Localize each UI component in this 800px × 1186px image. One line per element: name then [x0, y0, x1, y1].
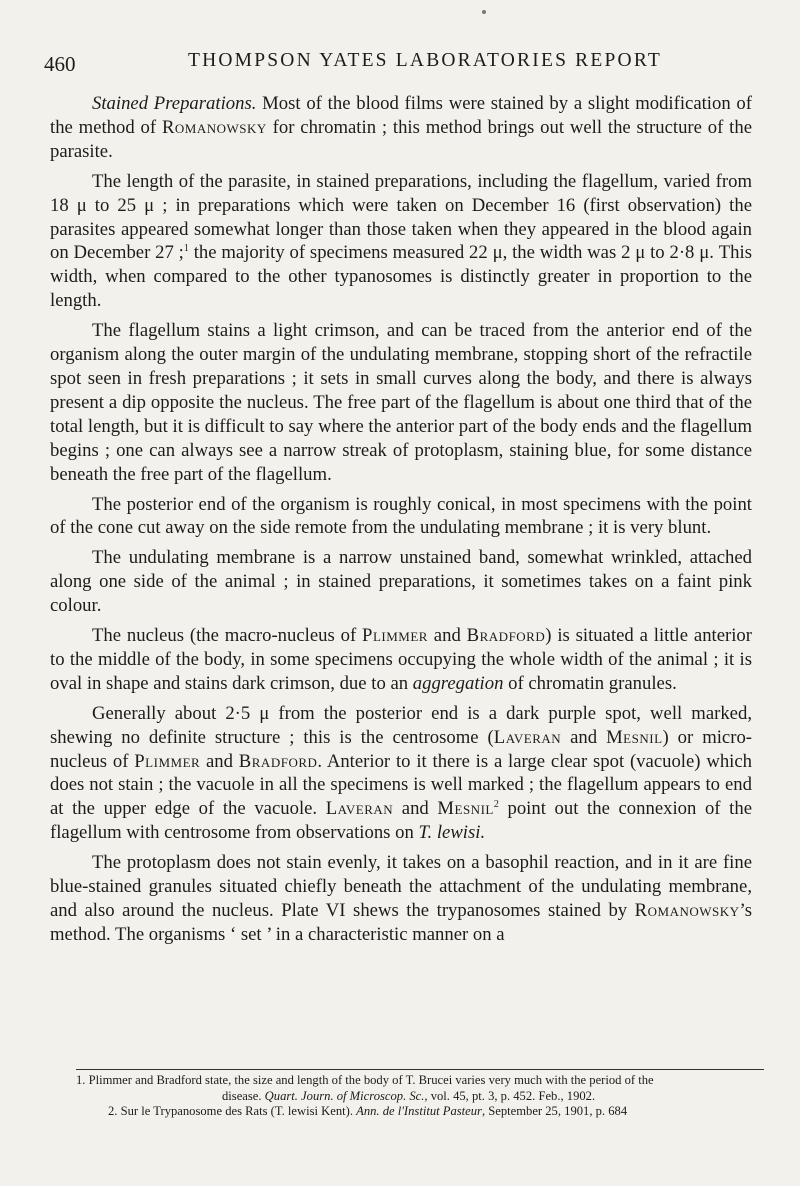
author-name: Laveran — [325, 798, 394, 820]
footnote-1-journal: Quart. Journ. of Microscop. Sc. — [264, 1088, 425, 1103]
author-name: Laveran — [493, 726, 562, 748]
footnote-2-text: 2. Sur le Trypanosome des Rats (T. lewisi Kent). — [108, 1104, 357, 1119]
text-run: aggregation — [412, 672, 504, 694]
author-name: Romanowsky — [161, 116, 267, 138]
text-run: The undulating membrane is a narrow unstained band, somewhat wrinkled, attached along one side of the animal ; in stained preparations, it sometimes takes on a faint pink colour. — [50, 547, 752, 617]
footnote-ref: 2 — [493, 799, 499, 811]
author-name: Plimmer — [362, 625, 428, 647]
text-run: and — [200, 750, 239, 772]
paragraph-7 — [50, 702, 752, 845]
text-run: and — [427, 625, 467, 647]
paragraph-1 — [50, 92, 752, 164]
author-name: Mesnil — [437, 798, 494, 820]
text-run: and — [393, 798, 438, 820]
footnote-rule — [76, 1069, 764, 1070]
author-name: Mesnil — [606, 726, 663, 748]
text-run: . Anterior to it there is a large clear spot (vacuole) which does not stain ; the vacuole in all the specimens is well marked ; the flagellum appears to end at the upper edge of the vacuole. — [50, 750, 752, 820]
running-head: THOMPSON YATES LABORATORIES REPORT — [188, 50, 662, 71]
print-speck — [482, 10, 486, 14]
section-heading: Stained Preparations. — [92, 93, 257, 114]
paragraph-4 — [50, 493, 752, 541]
text-run: The posterior end of the organism is roughly conical, in most specimens with the point of the cone cut away on the side remote from the undulating membrane ; it is very blunt. — [50, 493, 752, 539]
author-name: Bradford — [466, 625, 546, 647]
text-run: The protoplasm does not stain evenly, it takes on a basophil reaction, and in it are fine blue-stained granules situated chiefly beneath the attachment of the undulating membrane, and also around the nucleus. Plate VI shews the trypanosomes stained by — [50, 852, 752, 921]
text-run: point out the connexion of the flagellum with centrosome from observations on — [50, 798, 752, 844]
footnote-2-citation: , September 25, 1901, p. 684 — [481, 1104, 628, 1119]
footnote-ref: 1 — [183, 243, 189, 255]
text-run: Most of the blood films were stained by a slight modification of the method of — [50, 93, 752, 138]
footnote-2 — [76, 1104, 764, 1120]
text-run: ’s method. The organisms ‘ set ’ in a characteristic manner on a — [50, 900, 752, 945]
paragraph-8 — [50, 851, 752, 947]
paragraph-3 — [50, 319, 752, 486]
text-run: ) is situated a little anterior to the middle of the body, in some specimens occupying the whole width of the animal ; it is oval in shape and stains dark crimson, due to an — [50, 625, 753, 694]
author-name: Romanowsky — [634, 900, 740, 921]
text-run: The length of the parasite, in stained preparations, including the flagellum, varied from 18 μ to 25 μ ; in preparations which were taken on December 16 (first observation) the parasites appeared somewhat longer than those taken when they appeared in the blood again on December 27 ; — [50, 170, 752, 264]
main-text — [50, 92, 752, 953]
author-name: Plimmer — [134, 750, 201, 772]
text-run: The nucleus (the macro-nucleus of — [92, 625, 363, 647]
footnote-1-citation: , vol. 45, pt. 3, p. 452. Feb., 1902. — [424, 1088, 596, 1103]
paragraph-2 — [50, 170, 752, 313]
paragraph-5 — [50, 546, 752, 618]
text-run: for chromatin ; this method brings out well the structure of the parasite. — [50, 116, 752, 162]
text-run: T. lewisi. — [418, 822, 486, 844]
text-run: of chromatin granules. — [503, 672, 677, 694]
text-run: the majority of specimens measured 22 μ, the width was 2 μ to 2·8 μ. This width, when compared to the other typanosomes is distinctly greater in proportion to the length. — [50, 242, 752, 312]
footnote-2-journal: Ann. de l'Institut Pasteur — [356, 1104, 482, 1119]
text-run: The flagellum stains a light crimson, and can be traced from the anterior end of the organism along the outer margin of the undulating membrane, stopping short of the refractile spot seen in fresh preparations ; it sets in small curves along the body, and there is always present a dip opposite the nucleus. The free part of the flagellum is about one third that of the total length, but it is difficult to say where the anterior part of the body ends and the flagellum begins ; one can always see a narrow streak of protoplasm, staining blue, for some distance beneath the free part of the flagellum. — [50, 320, 752, 485]
paragraph-6 — [50, 624, 752, 696]
footnote-1-text: disease. — [222, 1088, 265, 1103]
page-header — [44, 50, 756, 80]
footnote-1-cont — [76, 1089, 764, 1105]
text-run: and — [561, 726, 607, 748]
footnotes — [76, 1073, 764, 1120]
text-run: ) or micro-nucleus of — [50, 726, 753, 772]
page-number: 460 — [44, 52, 76, 76]
footnote-1-line-1: 1. Plimmer and Bradford state, the size and length of the body of T. Brucei varies very much with the period of the — [76, 1073, 654, 1087]
text-run: Generally about 2·5 μ from the posterior end is a dark purple spot, well marked, shewing no definite structure ; this is the centrosome ( — [50, 702, 752, 748]
author-name: Bradford — [238, 750, 318, 772]
footnote-1 — [76, 1073, 764, 1089]
